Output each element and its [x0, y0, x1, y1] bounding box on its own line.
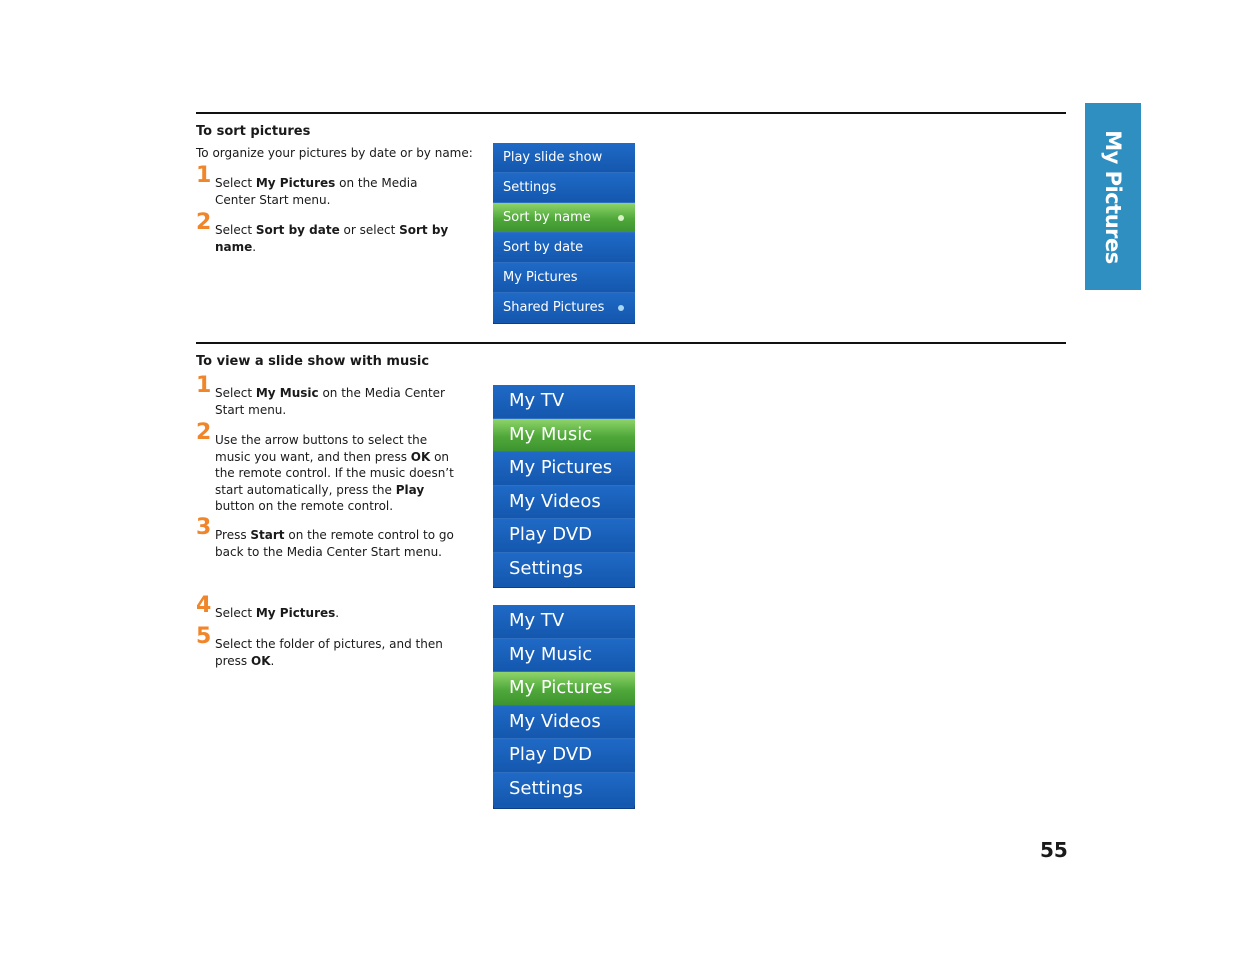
menu-item-play-slide-show[interactable]: Play slide show — [493, 143, 635, 173]
indicator-dot-icon — [618, 305, 624, 311]
slideshow-step-2 — [196, 420, 461, 515]
slideshow-step-3 — [196, 515, 461, 560]
menu-item-my-pictures[interactable]: My Pictures — [493, 452, 635, 486]
section-heading-slideshow: To view a slide show with music — [196, 354, 430, 369]
middle-divider — [196, 342, 1066, 344]
menu-item-settings[interactable]: Settings — [493, 773, 635, 806]
menu-item-my-music[interactable]: My Music — [493, 639, 635, 673]
step-number: 2 — [196, 420, 212, 445]
step-text: Select My Pictures on the Media Center Start menu. — [215, 176, 418, 207]
slideshow-step-1 — [196, 373, 461, 418]
step-text: Press Start on the remote control to go back to the Media Center Start menu. — [215, 528, 454, 559]
menu-item-play-dvd[interactable]: Play DVD — [493, 739, 635, 773]
step-text: Select the folder of pictures, and then press OK. — [215, 637, 443, 668]
menu-item-play-dvd[interactable]: Play DVD — [493, 519, 635, 553]
section-heading-sort: To sort pictures — [196, 124, 311, 139]
step-number: 1 — [196, 163, 212, 188]
sort-menu-screenshot — [493, 143, 635, 324]
menu-item-my-videos[interactable]: My Videos — [493, 706, 635, 740]
chapter-tab-label: My Pictures — [1101, 129, 1125, 264]
menu-item-my-pictures[interactable]: My Pictures — [493, 672, 635, 706]
chapter-tab — [1085, 103, 1141, 290]
step-number: 3 — [196, 515, 212, 540]
menu-item-sort-by-name[interactable]: Sort by name — [493, 203, 635, 233]
start-menu-music-screenshot — [493, 385, 635, 588]
menu-item-shared-pictures[interactable]: Shared Pictures — [493, 293, 635, 322]
step-number: 2 — [196, 210, 212, 235]
menu-item-settings[interactable]: Settings — [493, 173, 635, 203]
menu-item-my-pictures[interactable]: My Pictures — [493, 263, 635, 293]
menu-item-sort-by-date[interactable]: Sort by date — [493, 233, 635, 263]
sort-step-1 — [196, 163, 461, 208]
menu-item-my-tv[interactable]: My TV — [493, 385, 635, 419]
menu-item-my-tv[interactable]: My TV — [493, 605, 635, 639]
step-number: 4 — [196, 593, 212, 618]
page-number: 55 — [1040, 838, 1068, 862]
menu-item-my-videos[interactable]: My Videos — [493, 486, 635, 520]
step-number: 5 — [196, 624, 212, 649]
step-text: Select My Pictures. — [215, 606, 340, 620]
slideshow-step-5 — [196, 624, 461, 669]
step-text: Select Sort by date or select Sort by name. — [215, 223, 449, 254]
sort-step-2 — [196, 210, 461, 255]
start-menu-pictures-screenshot — [493, 605, 635, 809]
step-number: 1 — [196, 373, 212, 398]
step-text: Use the arrow buttons to select the music you want, and then press OK on the remote control. If the music doesn’t start automatically, press the Play button on the remote control. — [215, 433, 454, 513]
top-divider — [196, 112, 1066, 114]
menu-item-settings[interactable]: Settings — [493, 553, 635, 586]
slideshow-step-4 — [196, 593, 461, 622]
section-intro-sort: To organize your pictures by date or by name: — [196, 146, 473, 160]
menu-item-my-music[interactable]: My Music — [493, 419, 635, 453]
selected-indicator-icon — [618, 215, 624, 221]
step-text: Select My Music on the Media Center Start menu. — [215, 386, 445, 417]
